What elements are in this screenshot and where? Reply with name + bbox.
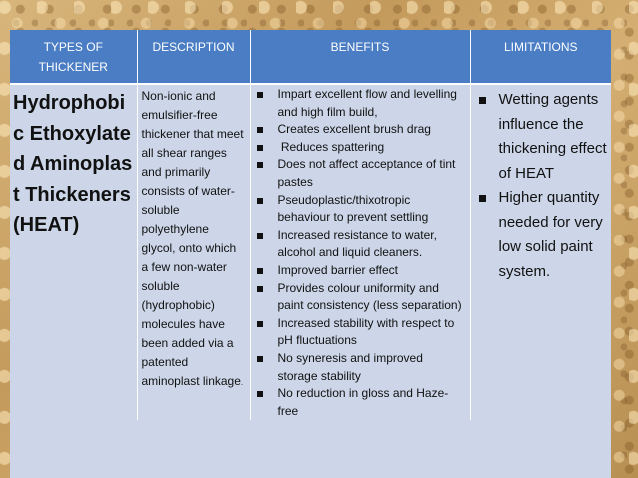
header-benefits: BENEFITS (250, 30, 470, 84)
benefits-list (251, 85, 470, 420)
list-item (251, 192, 470, 227)
square-bullet-icon (257, 356, 263, 362)
list-item (251, 139, 470, 157)
square-bullet-icon (257, 127, 263, 133)
header-limitations: LIMITATIONS (470, 30, 611, 84)
square-bullet-icon (479, 97, 486, 104)
square-bullet-icon (479, 195, 486, 202)
square-bullet-icon (257, 233, 263, 239)
benefit-text: Increased resistance to water, alcohol and liquid cleaners. (277, 227, 437, 260)
thickener-table-container (10, 30, 611, 478)
thickener-table (10, 30, 611, 420)
description-text (138, 85, 250, 392)
limitation-text: Wetting agents influence the thickening effect of HEAT (498, 91, 607, 182)
benefit-text: Does not affect acceptance of tint pastes (277, 157, 456, 189)
benefit-text: Creates excellent brush drag (277, 122, 431, 137)
benefit-text: No syneresis and improved storage stability (277, 350, 423, 383)
list-item (251, 227, 470, 262)
benefits-cell (250, 84, 470, 420)
square-bullet-icon (257, 321, 263, 327)
description-body: Non-ionic and emulsifier-free thickener that meet all shear ranges and primarily consists of water-soluble polyethylene glycol, onto which a few non-water soluble (hydrophobic) molecules have been added via a patented aminoplast linkage (141, 89, 244, 388)
thickener-type-name: Hydrophobic Ethoxylated Aminoplast Thickeners (HEAT) (13, 92, 133, 236)
benefit-text: Reduces spattering (277, 139, 385, 154)
header-types-of-thickener: TYPES OF THICKENER (10, 30, 137, 84)
benefit-text: Improved barrier effect (277, 262, 398, 277)
type-cell (10, 84, 137, 420)
square-bullet-icon (257, 391, 263, 397)
benefit-text: Pseudoplastic/thixotropic behaviour to prevent settling (277, 192, 429, 225)
benefit-text: Impart excellent flow and levelling and high film build, (277, 87, 457, 119)
description-end: . (240, 378, 244, 387)
list-item (251, 280, 470, 315)
description-cell (137, 84, 250, 420)
list-item (251, 156, 470, 191)
square-bullet-icon (257, 92, 263, 98)
list-item (251, 315, 470, 350)
list-item (251, 350, 470, 385)
header-description: DESCRIPTION (137, 30, 250, 84)
list-item (251, 385, 470, 420)
square-bullet-icon (257, 145, 263, 151)
limitation-text: Higher quantity needed for very low solid paint system. (498, 189, 603, 280)
square-bullet-icon (257, 198, 263, 204)
list-item (471, 88, 612, 186)
table-header-row (10, 30, 611, 84)
benefit-text: Provides colour uniformity and paint consistency (less separation) (277, 280, 462, 313)
limitations-cell (470, 84, 611, 420)
square-bullet-icon (257, 286, 263, 292)
limitations-list (471, 85, 612, 284)
benefit-text: No reduction in gloss and Haze-free (277, 386, 449, 418)
square-bullet-icon (257, 268, 263, 274)
list-item (251, 121, 470, 139)
table-row (10, 84, 611, 420)
list-item (251, 86, 470, 121)
benefit-text: Increased stability with respect to pH fluctuations (277, 315, 455, 348)
list-item (251, 262, 470, 280)
list-item (471, 186, 612, 284)
square-bullet-icon (257, 162, 263, 168)
